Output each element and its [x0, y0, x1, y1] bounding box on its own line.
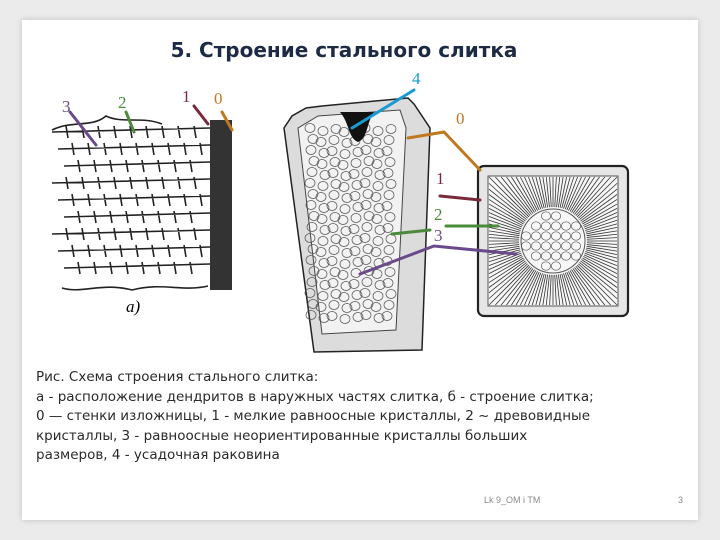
- label-1-right: 1: [436, 169, 445, 188]
- footer-text: Lk 9_OM i TM: [484, 495, 541, 505]
- dendrite-diagram: [52, 116, 232, 290]
- ingot-section: [284, 98, 430, 352]
- page-number: 3: [678, 495, 684, 505]
- ingot-figure: [22, 20, 698, 360]
- slide-title: 5. Строение стального слитка: [170, 38, 518, 62]
- caption-line: 0 — стенки изложницы, 1 - мелкие равноосные кристаллы, 2 ~ древовидные: [36, 408, 590, 424]
- label-0-right: 0: [456, 109, 465, 128]
- caption-line: а - расположение дендритов в наружных частях слитка, б - строение слитка;: [36, 388, 594, 405]
- caption-line: кристаллы, 3 - равноосные неориентированные кристаллы больших: [36, 427, 528, 444]
- figure-caption: [36, 368, 696, 466]
- label-3-right: 3: [434, 226, 443, 245]
- label-0-left: 0: [214, 89, 223, 108]
- label-1-left: 1: [182, 87, 191, 106]
- label-2-right: 2: [434, 205, 443, 224]
- label-4-right: 4: [412, 69, 421, 88]
- caption-line: размеров, 4 - усадочная раковина: [36, 447, 280, 463]
- label-2-left: 2: [118, 93, 127, 112]
- label-3-left: 3: [62, 97, 71, 116]
- caption-line: Рис. Схема строения стального слитка:: [36, 369, 319, 385]
- slide: [22, 20, 698, 520]
- label-a: а): [126, 297, 141, 316]
- ingot-cross-section: [478, 166, 628, 316]
